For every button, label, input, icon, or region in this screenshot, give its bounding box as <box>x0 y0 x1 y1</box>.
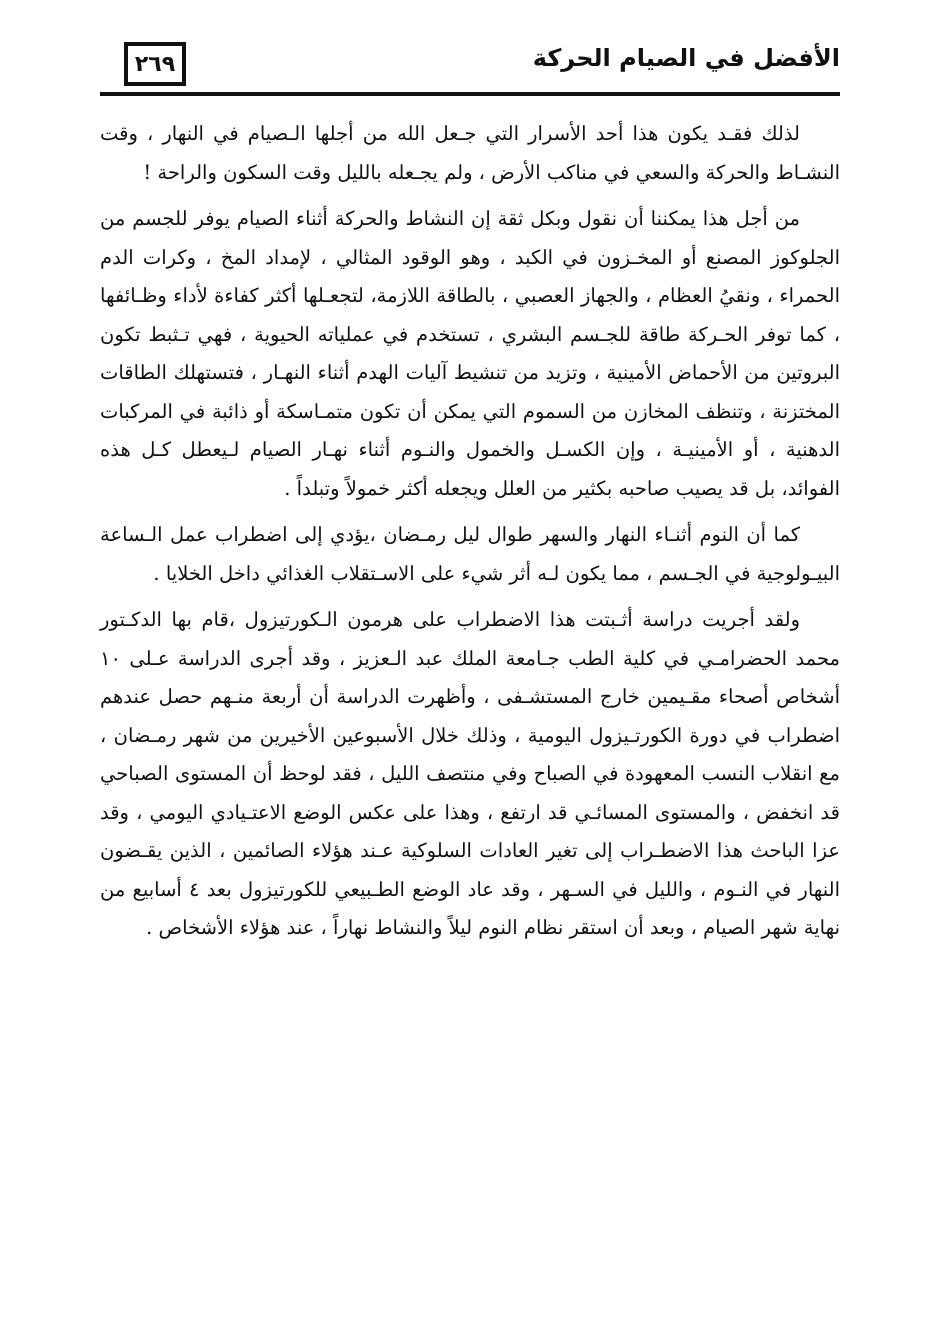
paragraph-1: لذلك فقـد يكون هذا أحد الأسرار التي جـعل الله من أجلها الـصيام في النهار ، وقت النشـاط والحركة والسعي في مناكب الأرض ، ولم يجـعله بالليل وقت السكون والراحة ! <box>100 122 840 184</box>
page-number: ٢٦٩ <box>124 42 186 86</box>
paragraph-2: من أجل هذا يمكننا أن نقول وبكل ثقة إن النشاط والحركة أثناء الصيام يوفر للجسم من الجلوكوز المصنع أو المخـزون في الكبد ، وهو الوقود المثالي ، لإمداد المخ ، وكرات الدم الحمراء ، ونقيُ العظام ، والجهاز العصبي ، بالطاقة اللازمة، لتجعـلها أكثر كفاءة لأداء وظـائفها ، كما توفر الحـركة طاقة للجـسم البشري ، تستخدم في عملياته الحيوية ، فهي تـثبط تكون البروتين من الأحماض الأمينية ، وتزيد من تنشيط آليات الهدم أثناء النهـار ، فتستهلك الطاقات المختزنة ، وتنظف المخازن من السموم التي يمكن أن تكون متمـاسكة أو ذائبة في المركبات الدهنية ، أو الأمينيـة ، وإن الكسـل والخمول والنـوم أثناء نهـار الصيام لـيعطل كـل هذه الفوائد، بل قد يصيب صاحبه بكثير من العلل ويجعله أكثر خمولاً وتبلداً . <box>100 207 840 500</box>
running-title: الأفضل في الصيام الحركة <box>532 44 840 72</box>
page-header <box>100 40 840 102</box>
header-rule <box>100 92 840 96</box>
paragraph-4: ولقد أجريت دراسة أثـبتت هذا الاضطراب على هرمون الـكورتيزول ،قام بها الدكـتور محمد الحضرامـي في كلية الطب جـامعة الملك عبد الـعزيز ، وقد أجرى الدراسة عـلى ١٠ أشخاص أصحاء مقـيمين خارج المستشـفى ، وأظهرت الدراسة أن أربعة منـهم حصل عندهم اضطراب في دورة الكورتـيزول اليومية ، وذلك خلال الأسبوعين الأخيرين من شهر رمـضان ، مع انقلاب النسب المعهودة في الصباح وفي منتصف الليل ، فقد لوحظ أن المستوى الصباحي قد انخفض ، والمستوى المسائـي قد ارتفع ، وهذا على عكس الوضع الاعتـيادي اليومي ، وقد عزا الباحث هذا الاضطـراب إلى تغير العادات السلوكية عـند هؤلاء الصائمين ، الذين يقـضون النهار في النـوم ، والليل في السـهر ، وقد عاد الوضع الطـبيعي للكورتيزول بعد ٤ أسابيع من نهاية شهر الصيام ، وبعد أن استقر نظام النوم ليلاً والنشاط نهاراً ، عند هؤلاء الأشخاص . <box>100 608 840 939</box>
paragraph-3: كما أن النوم أثنـاء النهار والسهر طوال ليل رمـضان ،يؤدي إلى اضطراب عمل الـساعة البيـولوجية في الجـسم ، مما يكون لـه أثر شيء على الاسـتقلاب الغذائي داخل الخلايا . <box>100 523 840 585</box>
body-text <box>100 115 840 956</box>
